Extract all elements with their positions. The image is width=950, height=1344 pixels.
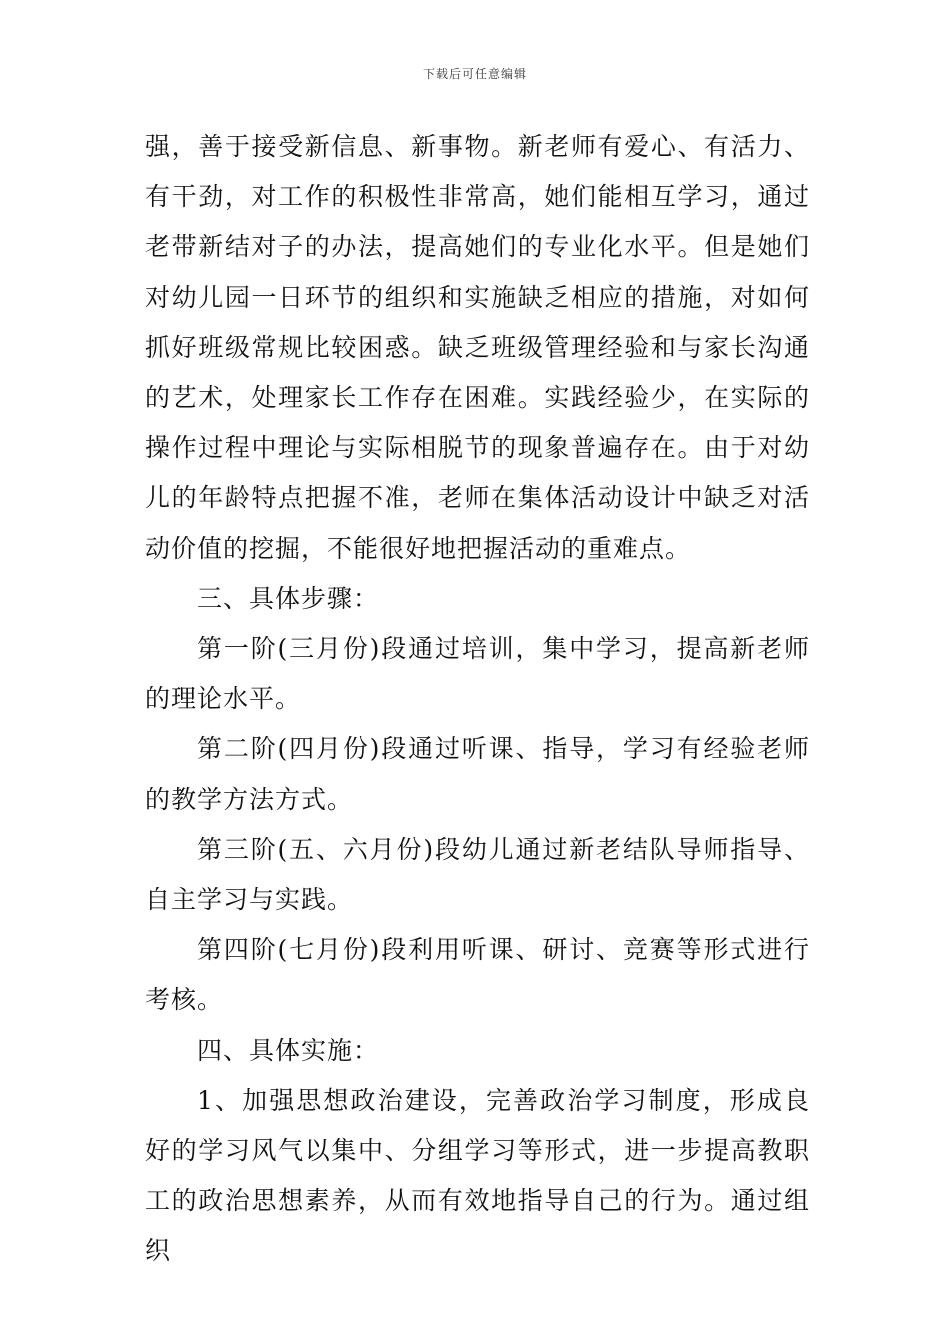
header-note: 下载后可任意编辑 — [422, 67, 527, 81]
document-body — [145, 122, 810, 1277]
paragraph-stage-three: 第三阶(五、六月份)段幼儿通过新老结队导师指导、自主学习与实践。 — [145, 834, 810, 915]
section-heading-implementation: 四、具体实施： — [197, 1035, 380, 1065]
paragraph-continuation: 强，善于接受新信息、新事物。新老师有爱心、有活力、有干劲，对工作的积极性非常高，她们能相互学习，通过老带新结对子的办法，提高她们的专业化水平。但是她们对幼儿园一日环节的组织和实施缺乏相应的措施，对如何抓好班级常规比较困惑。缺乏班级管理经验和与家长沟通的艺术，处理家长工作存在困难。实践经验少，在实际的操作过程中理论与实际相脱节的现象普遍存在。由于对幼儿的年龄特点把握不准，老师在集体活动设计中缺乏对活动价值的挖掘，不能很好地把握活动的重难点。 — [145, 132, 810, 563]
paragraph-stage-two: 第二阶(四月份)段通过听课、指导，学习有经验老师的教学方法方式。 — [145, 734, 810, 814]
paragraph-implementation-item-1: 1、加强思想政治建设，完善政治学习制度，形成良好的学习风气以集中、分组学习等形式，进一步提高教职工的政治思想素养，从而有效地指导自己的行为。通过组织 — [145, 1085, 810, 1266]
paragraph-stage-one: 第一阶(三月份)段通过培训，集中学习，提高新老师的理论水平。 — [145, 634, 810, 714]
section-heading-steps: 三、具体步骤： — [197, 583, 380, 613]
paragraph-stage-four: 第四阶(七月份)段利用听课、研讨、竞赛等形式进行考核。 — [145, 935, 810, 1015]
